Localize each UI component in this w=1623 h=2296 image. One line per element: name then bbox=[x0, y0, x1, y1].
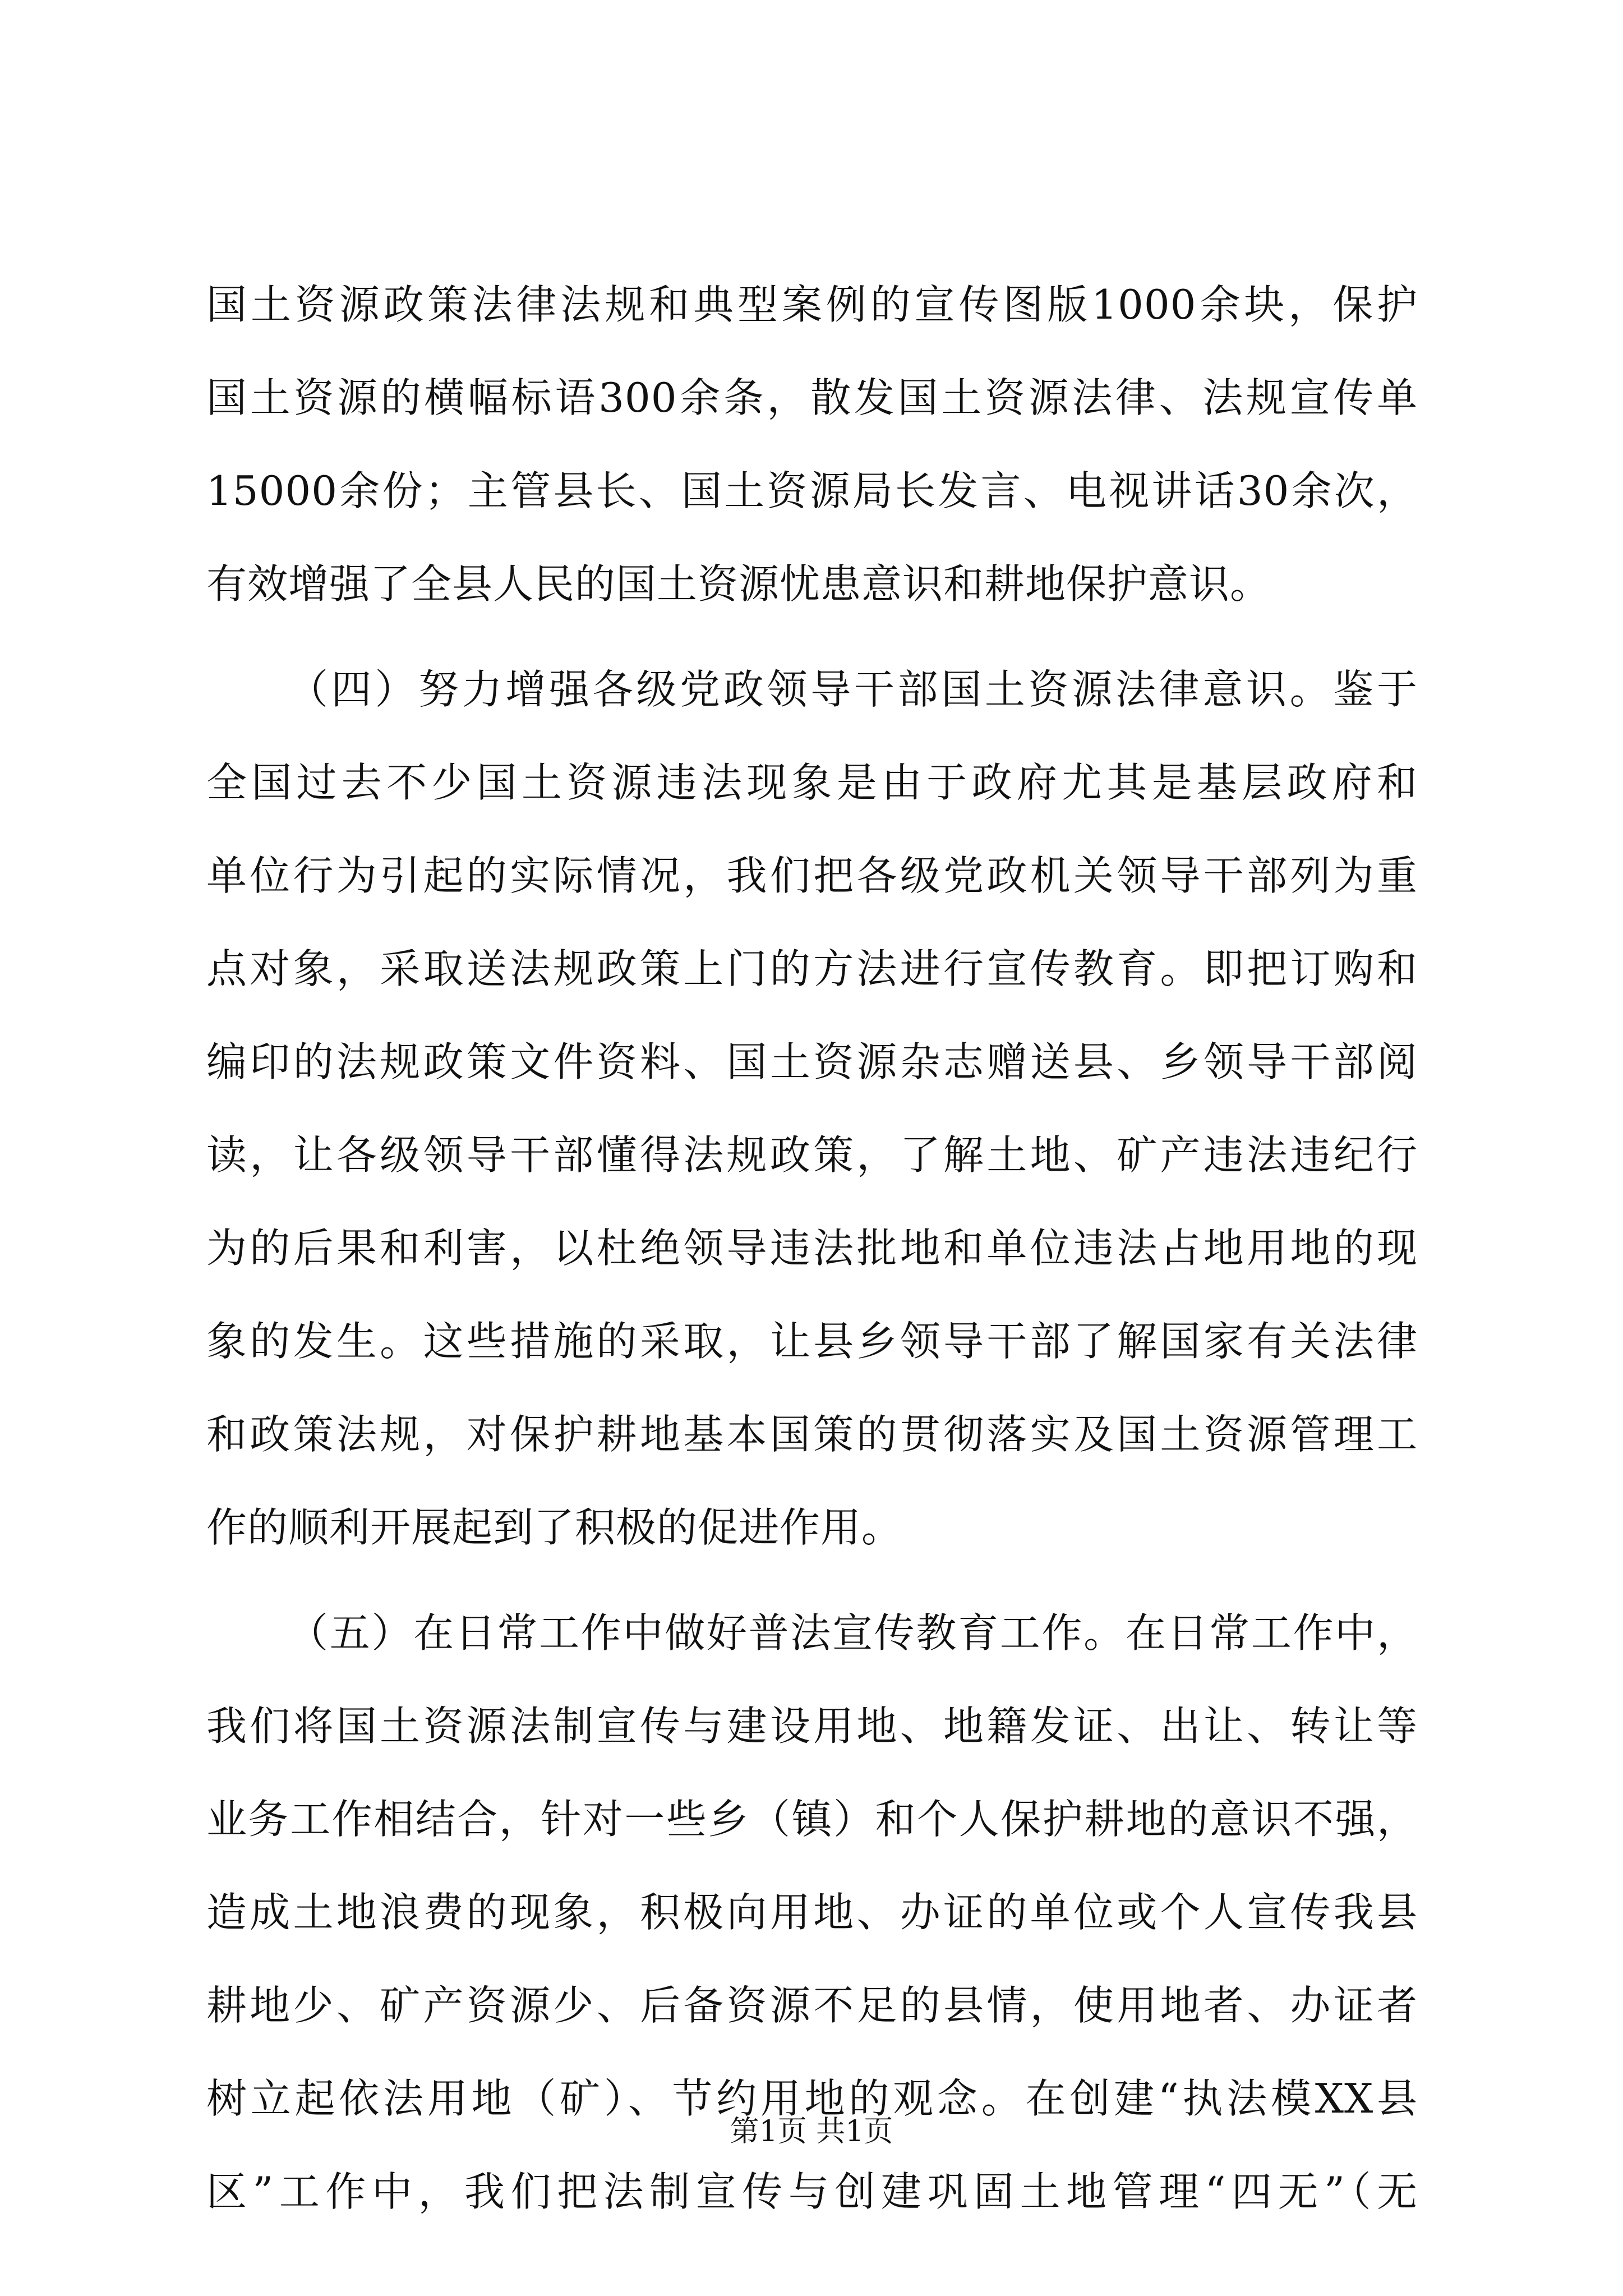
text-line: 为的后果和利害，以杜绝领导违法批地和单位违法占地用地的现 bbox=[206, 1225, 1418, 1272]
document-body bbox=[206, 258, 1418, 2238]
paragraph-gap bbox=[206, 1574, 1418, 1586]
text-line: 单位行为引起的实际情况，我们把各级党政机关领导干部列为重 bbox=[206, 852, 1418, 899]
text-line: 树立起依法用地（矿）、节约用地的观念。在创建“执法模XX县 bbox=[206, 2075, 1418, 2122]
text-line: 国土资源的横幅标语300余条，散发国土资源法律、法规宣传单 bbox=[206, 374, 1418, 421]
text-line: 耕地少、矿产资源少、后备资源不足的县情，使用地者、办证者 bbox=[206, 1982, 1418, 2029]
text-line: 国土资源政策法律法规和典型案例的宣传图版1000余块，保护 bbox=[206, 281, 1418, 328]
text-line: 全国过去不少国土资源违法现象是由于政府尤其是基层政府和 bbox=[206, 759, 1418, 806]
text-line: 和政策法规，对保护耕地基本国策的贯彻落实及国土资源管理工 bbox=[206, 1411, 1418, 1458]
paragraph-gap bbox=[206, 631, 1418, 643]
text-line: 区”工作中，我们把法制宣传与创建巩固土地管理“四无”（无 bbox=[206, 2168, 1418, 2215]
text-line: （五）在日常工作中做好普法宣传教育工作。在日常工作中， bbox=[288, 1609, 1418, 1657]
text-line: 读，让各级领导干部懂得法规政策，了解土地、矿产违法违纪行 bbox=[206, 1131, 1418, 1179]
text-line: 我们将国土资源法制宣传与建设用地、地籍发证、出让、转让等 bbox=[206, 1703, 1418, 1750]
text-line: 业务工作相结合，针对一些乡（镇）和个人保护耕地的意识不强， bbox=[206, 1796, 1418, 1843]
text-line: 造成土地浪费的现象，积极向用地、办证的单位或个人宣传我县 bbox=[206, 1889, 1418, 1936]
text-line: 编印的法规政策文件资料、国土资源杂志赠送县、乡领导干部阅 bbox=[206, 1038, 1418, 1085]
paragraph-1 bbox=[206, 258, 1418, 631]
paragraph-2 bbox=[206, 643, 1418, 1574]
text-line: 作的顺利开展起到了积极的促进作用。 bbox=[206, 1504, 903, 1551]
text-line: 点对象，采取送法规政策上门的方法进行宣传教育。即把订购和 bbox=[206, 945, 1418, 992]
text-line: 象的发生。这些措施的采取，让县乡领导干部了解国家有关法律 bbox=[206, 1318, 1418, 1365]
text-line: 有效增强了全县人民的国土资源忧患意识和耕地保护意识。 bbox=[206, 560, 1271, 608]
text-line: 15000余份；主管县长、国土资源局长发言、电视讲话30余次， bbox=[206, 467, 1418, 514]
page-footer: 第1页 共1页 bbox=[730, 2115, 893, 2148]
text-line: （四）努力增强各级党政领导干部国土资源法律意识。鉴于 bbox=[288, 666, 1418, 713]
